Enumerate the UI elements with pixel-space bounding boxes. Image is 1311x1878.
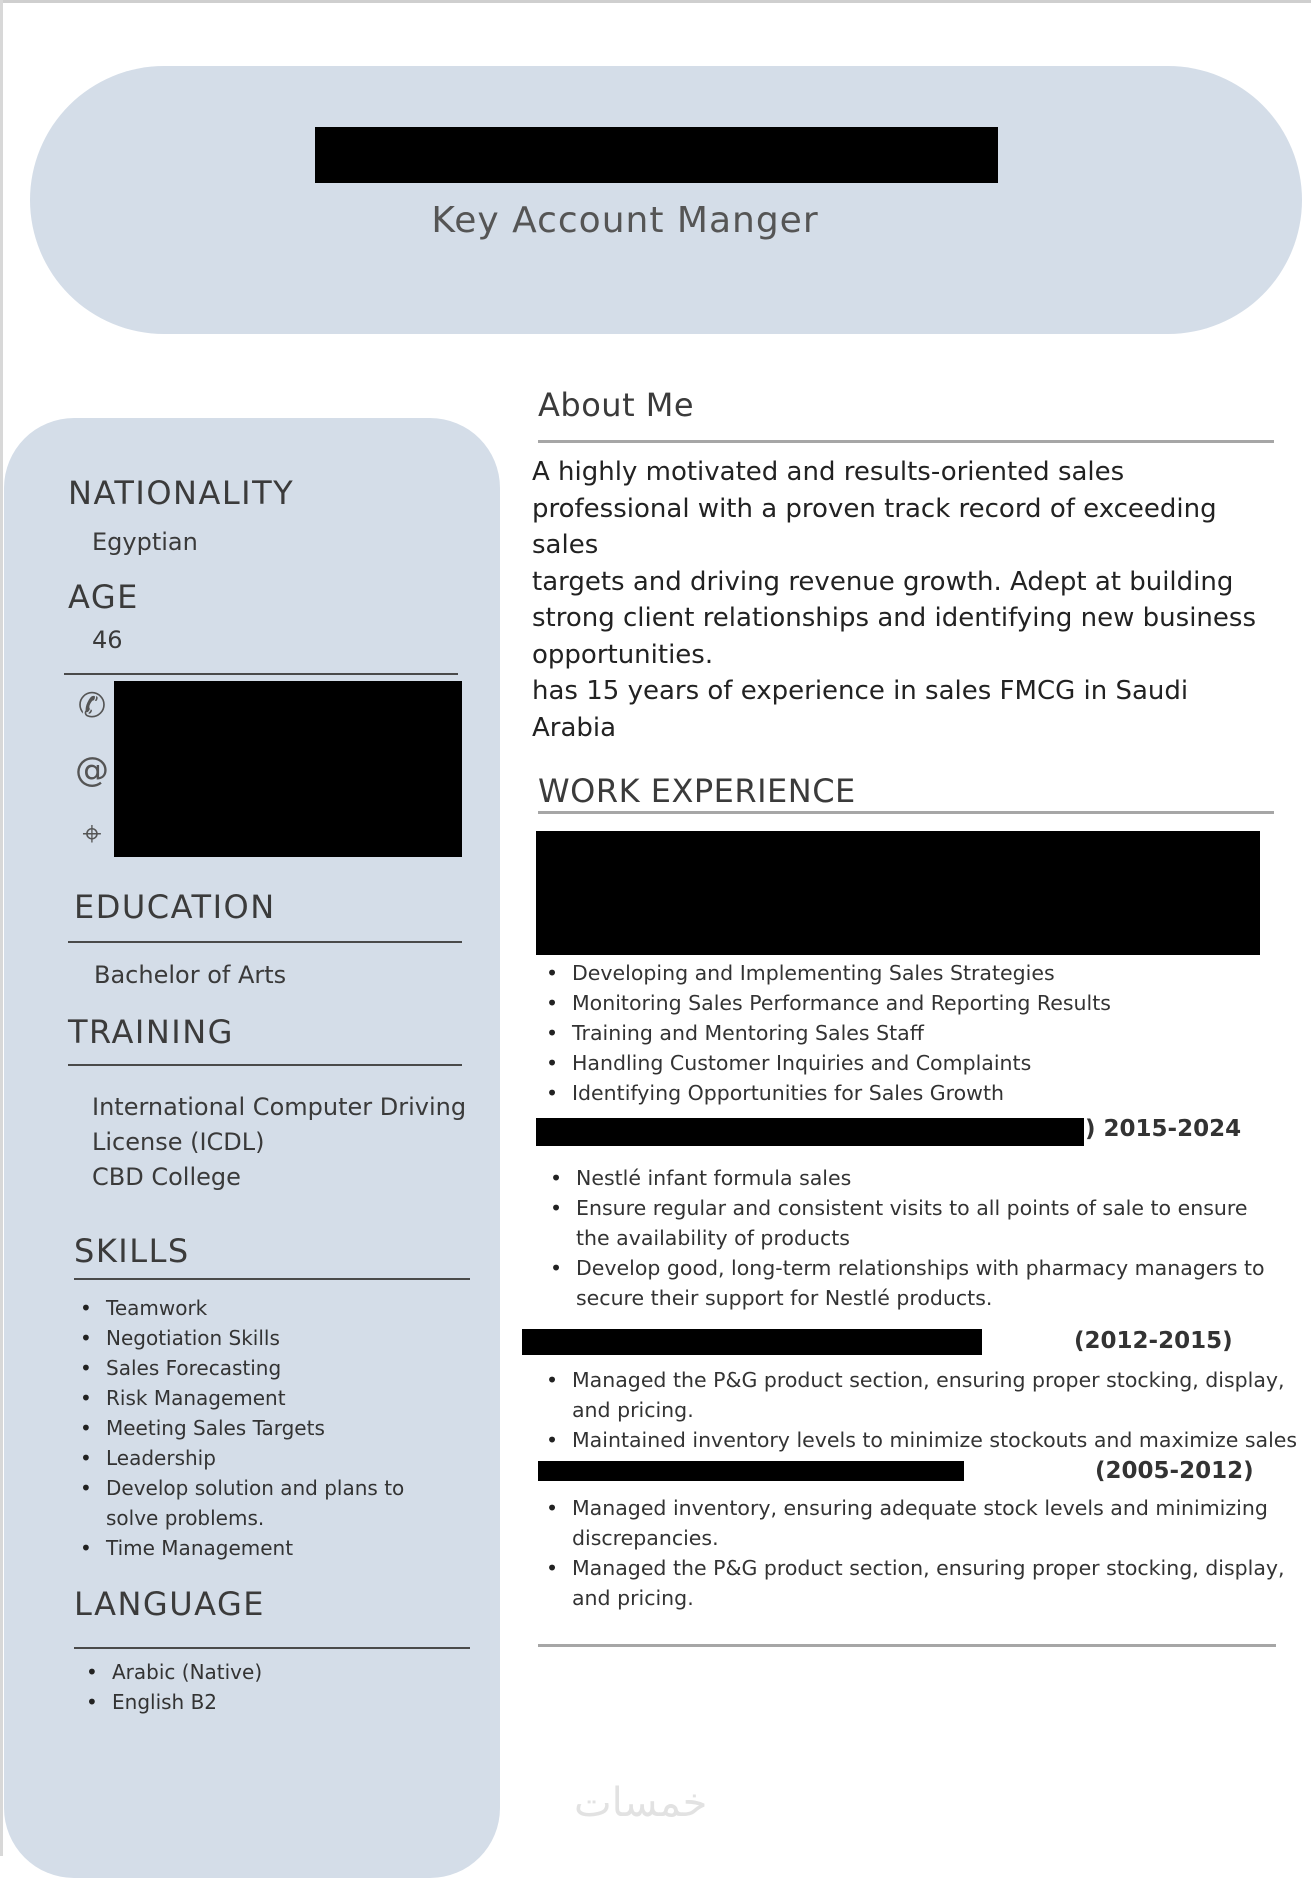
about-line: A highly motivated and results-oriented sales: [532, 457, 1125, 487]
email-icon: @: [75, 750, 109, 790]
job3-date: (2012-2015): [1074, 1328, 1233, 1354]
training-divider: [68, 1064, 462, 1066]
training-line: License (ICDL): [92, 1128, 265, 1156]
about-line: professional with a proven track record of exceeding: [532, 493, 1217, 524]
location-icon: ⌖: [82, 814, 102, 854]
training-heading: TRAINING: [68, 1013, 234, 1051]
nationality-heading: NATIONALITY: [68, 474, 295, 512]
language-divider: [74, 1647, 470, 1649]
work-divider: [538, 811, 1274, 814]
job-bullet: • Identifying Opportunities for Sales Growth: [542, 1078, 1282, 1108]
age-value: 46: [92, 626, 123, 654]
contact-info-redaction: [114, 681, 462, 857]
education-heading: EDUCATION: [74, 888, 276, 926]
about-line: opportunities.: [532, 639, 714, 670]
job4-bullets: [542, 1493, 1286, 1613]
job2-date: ) 2015-2024: [1085, 1116, 1242, 1142]
about-line: strong client relationships and identifying new business: [532, 603, 1257, 633]
job3-title-redaction: [522, 1329, 982, 1355]
skill-item: • Risk Management: [76, 1383, 404, 1413]
skill-item: • Meeting Sales Targets: [76, 1413, 404, 1443]
job-bullet: • Monitoring Sales Performance and Reporting Results: [542, 988, 1282, 1018]
about-line: sales: [532, 530, 599, 560]
skill-item: • Leadership: [76, 1443, 404, 1473]
language-heading: LANGUAGE: [74, 1585, 265, 1623]
name-redaction: [315, 127, 998, 183]
job-bullet: • Training and Mentoring Sales Staff: [542, 1018, 1282, 1048]
job-bullet: • Developing and Implementing Sales Strategies: [542, 958, 1282, 988]
job1-title-redaction: [536, 831, 1260, 955]
about-line: Arabia: [532, 712, 617, 743]
page-left-border: [0, 0, 3, 1856]
about-text: [532, 454, 1292, 746]
skill-item: • Sales Forecasting: [76, 1353, 404, 1383]
page-top-border: [0, 0, 1311, 3]
language-list: [82, 1657, 262, 1717]
watermark-logo: خمسات: [574, 1780, 708, 1826]
skills-heading: SKILLS: [74, 1232, 190, 1270]
job-title: Key Account Manger: [431, 200, 819, 241]
job3-bullets: [542, 1365, 1298, 1455]
training-line: International Computer Driving: [92, 1093, 467, 1121]
job-bullet: • Maintained inventory levels to minimize stockouts and maximize sales: [542, 1425, 1286, 1455]
work-experience-heading: WORK EXPERIENCE: [538, 772, 856, 810]
skill-item: • Develop solution and plans to: [76, 1473, 404, 1503]
about-line: has 15 years of experience in sales FMCG in Saudi: [532, 676, 1189, 706]
training-list: [92, 1090, 466, 1195]
skills-divider: [74, 1278, 470, 1280]
education-divider: [68, 941, 462, 943]
language-item: • English B2: [82, 1687, 262, 1717]
job4-title-redaction: [538, 1461, 964, 1481]
skill-item: • Negotiation Skills: [76, 1323, 404, 1353]
about-line: targets and driving revenue growth. Adept at building: [532, 566, 1234, 597]
job-bullet: • Managed the P&G product section, ensuring proper stocking, display, and pricing.: [542, 1365, 1286, 1425]
contact-divider: [64, 673, 458, 675]
job2-bullets: [546, 1163, 1286, 1313]
phone-icon: ✆: [77, 686, 107, 726]
about-divider: [538, 440, 1274, 443]
job-bullet: • Managed the P&G product section, ensuring proper stocking, display, and pricing.: [542, 1553, 1286, 1613]
skills-list: [76, 1293, 404, 1563]
skill-item-continued: solve problems.: [106, 1506, 265, 1530]
nationality-value: Egyptian: [92, 528, 198, 556]
job-bullet: • Handling Customer Inquiries and Complaints: [542, 1048, 1282, 1078]
job-bullet: • Managed inventory, ensuring adequate stock levels and minimizing discrepancies.: [542, 1493, 1286, 1553]
job1-bullets: [542, 958, 1282, 1108]
job4-date: (2005-2012): [1095, 1458, 1254, 1484]
job2-title-redaction: [536, 1118, 1084, 1146]
skill-item: • Time Management: [76, 1533, 404, 1563]
about-heading: About Me: [538, 386, 695, 424]
job-bullet: • Ensure regular and consistent visits to all points of sale to ensure the availability of products: [546, 1193, 1286, 1253]
job-bullet: • Nestlé infant formula sales: [546, 1163, 1286, 1193]
skill-item: • Teamwork: [76, 1293, 404, 1323]
bottom-divider: [538, 1644, 1276, 1647]
age-heading: AGE: [68, 578, 139, 616]
education-value: Bachelor of Arts: [94, 961, 287, 989]
job-bullet: • Develop good, long-term relationships with pharmacy managers to secure their support for Nestlé products.: [546, 1253, 1286, 1313]
language-item: • Arabic (Native): [82, 1657, 262, 1687]
training-line: CBD College: [92, 1163, 241, 1191]
